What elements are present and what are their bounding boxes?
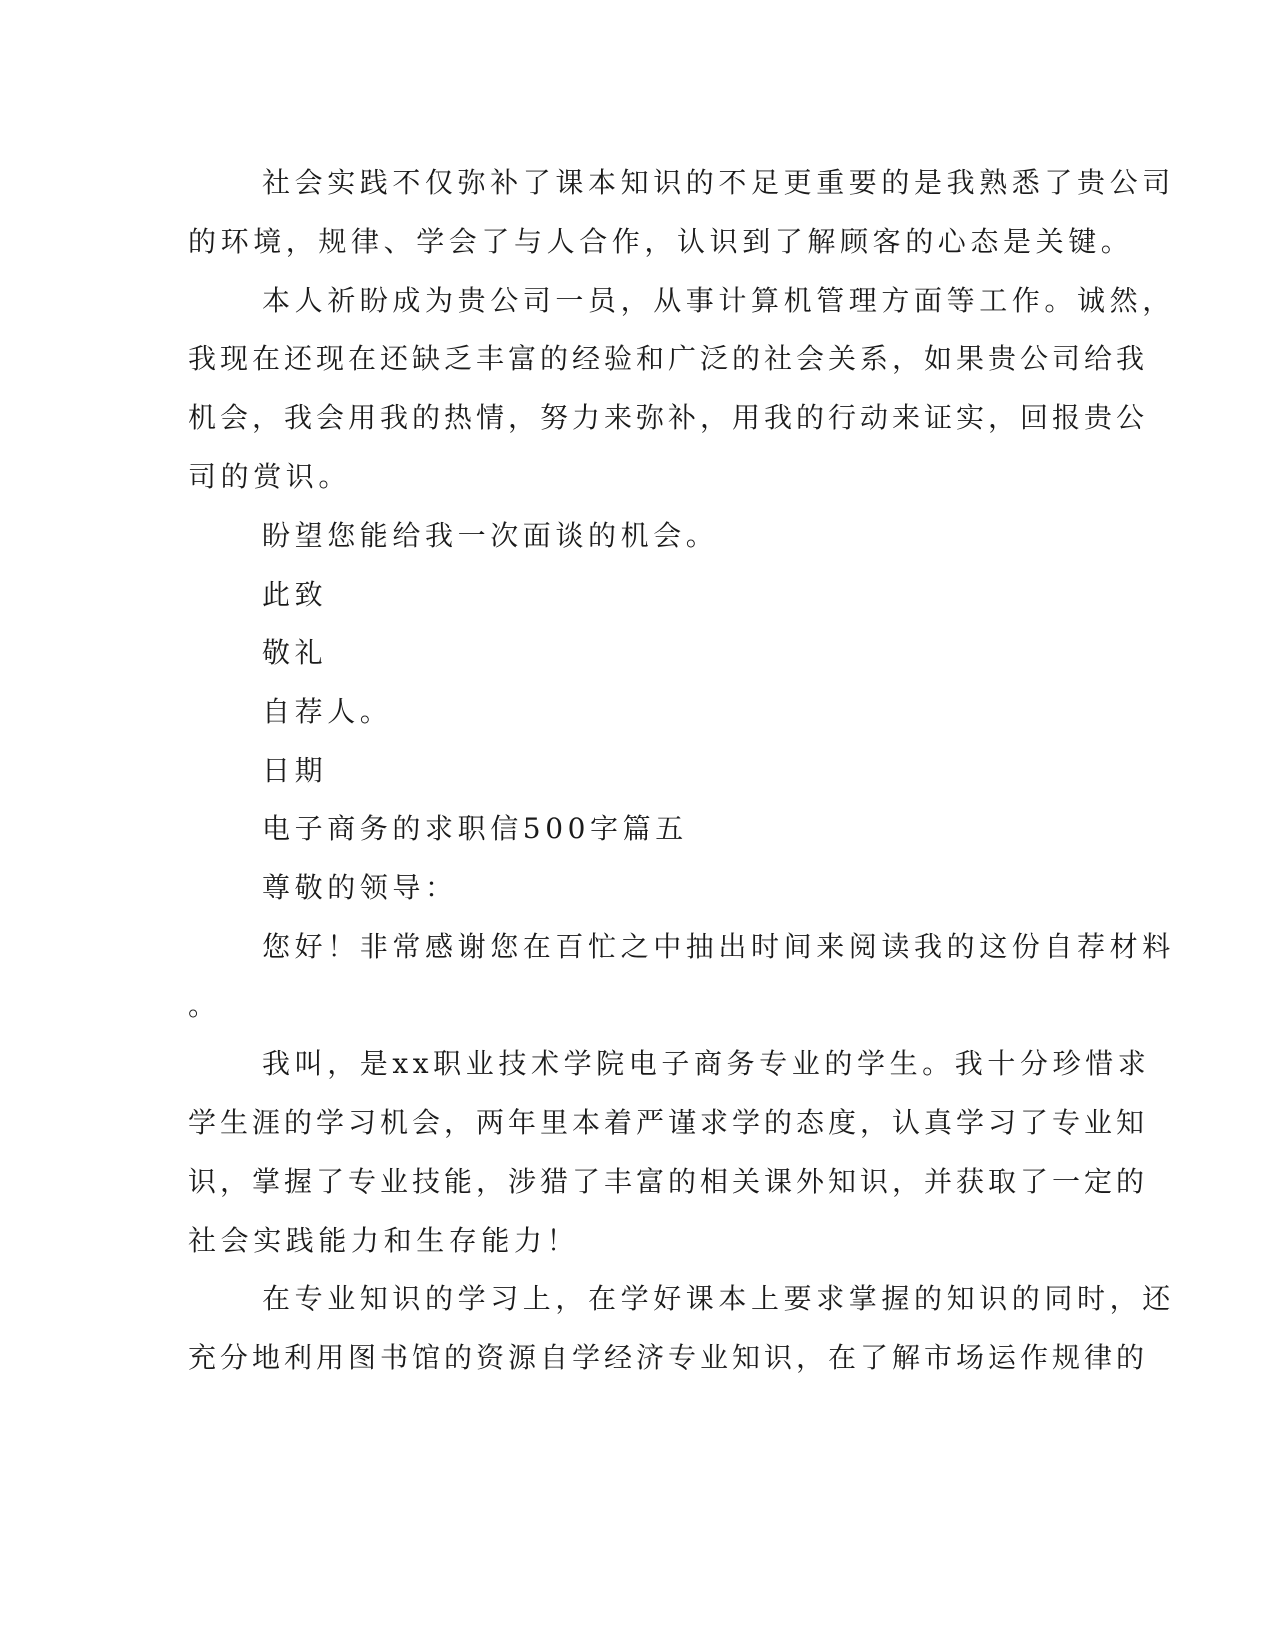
text-line: 此致 — [262, 578, 328, 611]
text-line: 司的赏识。 — [188, 460, 352, 493]
text-line: 机会，我会用我的热情，努力来弥补，用我的行动来证实，回报贵公 — [188, 401, 1149, 434]
text-line: 我现在还现在还缺乏丰富的经验和广泛的社会关系，如果贵公司给我 — [188, 342, 1149, 375]
text-line: 日期 — [262, 754, 328, 787]
text-line: 您好！非常感谢您在百忙之中抽出时间来阅读我的这份自荐材料 — [262, 930, 1175, 963]
text-line: 尊敬的领导： — [262, 871, 458, 904]
text-line: 的环境，规律、学会了与人合作，认识到了解顾客的心态是关键。 — [188, 225, 1134, 258]
text-line: 在专业知识的学习上，在学好课本上要求掌握的知识的同时，还 — [262, 1282, 1175, 1315]
text-line: 敬礼 — [262, 636, 328, 669]
section-heading: 电子商务的求职信500字篇五 — [262, 812, 688, 845]
text-line: 。 — [188, 989, 221, 1022]
text-line: 社会实践能力和生存能力！ — [188, 1224, 580, 1257]
text-line: 盼望您能给我一次面谈的机会。 — [262, 519, 719, 552]
text-line: 识，掌握了专业技能，涉猎了丰富的相关课外知识，并获取了一定的 — [188, 1165, 1149, 1198]
text-line: 本人祈盼成为贵公司一员，从事计算机管理方面等工作。诚然， — [262, 284, 1175, 317]
text-line: 社会实践不仅弥补了课本知识的不足更重要的是我熟悉了贵公司 — [262, 166, 1175, 199]
text-line: 学生涯的学习机会，两年里本着严谨求学的态度，认真学习了专业知 — [188, 1106, 1149, 1139]
text-line: 我叫，是xx职业技术学院电子商务专业的学生。我十分珍惜求 — [262, 1047, 1151, 1080]
text-line: 充分地利用图书馆的资源自学经济专业知识，在了解市场运作规律的 — [188, 1341, 1149, 1374]
text-line: 自荐人。 — [262, 695, 393, 728]
